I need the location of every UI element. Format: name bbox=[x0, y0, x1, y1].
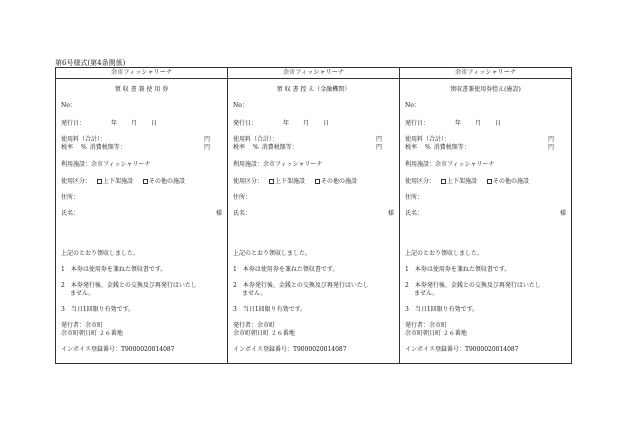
note-1: 1 本券は使用券を兼ねた領収書です。 bbox=[405, 266, 511, 273]
percent-label: % bbox=[425, 144, 431, 151]
address-label: 住所： bbox=[233, 194, 252, 201]
issuer-address: 余市町朝日町 ２６番地 bbox=[61, 330, 123, 337]
yen-label: 円 bbox=[203, 136, 210, 143]
number-label: No： bbox=[405, 102, 420, 109]
received-statement: 上記のとおり領収しました。 bbox=[233, 250, 312, 257]
option-other-facility: その他の施設 bbox=[149, 178, 186, 185]
note-1: 1 本券は使用券を兼ねた領収書です。 bbox=[61, 266, 167, 273]
invoice-number: インボイス登録番号：T9000020014087 bbox=[233, 346, 347, 353]
receipt-title: 領 収 書 兼 使 用 券 bbox=[114, 86, 169, 93]
column-header: 余市フィッシャリーナ bbox=[56, 68, 227, 79]
yen-label: 円 bbox=[375, 136, 382, 143]
yen-label: 円 bbox=[547, 144, 554, 151]
note-2-cont: ません。 bbox=[414, 290, 439, 297]
issuer-label: 発行者：余市町 bbox=[233, 322, 276, 329]
option-lift-facility: 上下架施設 bbox=[275, 178, 306, 185]
fee-row bbox=[405, 136, 566, 144]
tax-rate-label: 税率 bbox=[61, 144, 74, 151]
honorific-label: 様 bbox=[215, 210, 222, 217]
receipt-form bbox=[55, 67, 572, 364]
category-row bbox=[405, 178, 566, 186]
received-statement: 上記のとおり領収しました。 bbox=[61, 250, 140, 257]
issuer-address: 余市町朝日町 ２６番地 bbox=[233, 330, 295, 337]
day-label: 日 bbox=[151, 120, 158, 127]
note-2-cont: ません。 bbox=[242, 290, 267, 297]
name-label: 氏名： bbox=[233, 210, 252, 217]
day-label: 日 bbox=[323, 120, 330, 127]
checkbox-icon[interactable] bbox=[315, 179, 320, 184]
receipt-column-customer bbox=[56, 68, 228, 363]
receipt-column-bank bbox=[228, 68, 400, 363]
option-lift-facility: 上下架施設 bbox=[447, 178, 478, 185]
issuer-label: 発行者：余市町 bbox=[405, 322, 448, 329]
checkbox-icon[interactable] bbox=[487, 179, 492, 184]
year-label: 年 bbox=[455, 120, 462, 127]
tax-amount-label: 消費税額等： bbox=[433, 144, 470, 151]
address-label: 住所： bbox=[61, 194, 80, 201]
percent-label: % bbox=[81, 144, 87, 151]
checkbox-icon[interactable] bbox=[143, 179, 148, 184]
option-other-facility: その他の施設 bbox=[493, 178, 530, 185]
issue-date-label: 発行日： bbox=[233, 120, 258, 127]
receipt-column-facility bbox=[400, 68, 571, 363]
tax-rate-label: 税率 bbox=[233, 144, 246, 151]
name-row bbox=[405, 210, 566, 218]
name-label: 氏名： bbox=[405, 210, 424, 217]
tax-row bbox=[233, 144, 394, 152]
note-3: 3 当日1回限り有効です。 bbox=[233, 306, 307, 313]
tax-amount-label: 消費税額等： bbox=[89, 144, 126, 151]
number-label: No： bbox=[61, 102, 76, 109]
receipt-title: 領 収 書 控 え（金融機関） bbox=[276, 86, 351, 93]
honorific-label: 様 bbox=[559, 210, 566, 217]
note-2: 2 本券発行後、金銭との交換及び再発行はいたし bbox=[233, 282, 369, 289]
yen-label: 円 bbox=[375, 144, 382, 151]
fee-label: 使用料（合計）： bbox=[405, 136, 451, 143]
category-label: 使用区分： bbox=[233, 178, 264, 185]
name-label: 氏名： bbox=[61, 210, 80, 217]
invoice-number: インボイス登録番号：T9000020014087 bbox=[405, 346, 519, 353]
issue-date-row bbox=[61, 120, 222, 128]
category-row bbox=[233, 178, 394, 186]
note-1: 1 本券は使用券を兼ねた領収書です。 bbox=[233, 266, 339, 273]
receipt-title: 領収書兼使用券控え(施設) bbox=[450, 86, 521, 93]
number-label: No： bbox=[233, 102, 248, 109]
received-statement: 上記のとおり領収しました。 bbox=[405, 250, 484, 257]
year-label: 年 bbox=[283, 120, 290, 127]
month-label: 月 bbox=[303, 120, 310, 127]
issue-date-row bbox=[405, 120, 566, 128]
month-label: 月 bbox=[131, 120, 138, 127]
facility-label: 利用施設：余市フィッシャリーナ bbox=[233, 161, 323, 168]
year-label: 年 bbox=[111, 120, 118, 127]
issue-date-label: 発行日： bbox=[61, 120, 86, 127]
name-row bbox=[61, 210, 222, 218]
issuer-address: 余市町朝日町 ２６番地 bbox=[405, 330, 467, 337]
facility-label: 利用施設：余市フィッシャリーナ bbox=[405, 161, 495, 168]
issue-date-label: 発行日： bbox=[405, 120, 430, 127]
column-header: 余市フィッシャリーナ bbox=[228, 68, 399, 79]
tax-row bbox=[61, 144, 222, 152]
checkbox-icon[interactable] bbox=[269, 179, 274, 184]
tax-row bbox=[405, 144, 566, 152]
note-3: 3 当日1回限り有効です。 bbox=[61, 306, 135, 313]
name-row bbox=[233, 210, 394, 218]
note-2: 2 本券発行後、金銭との交換及び再発行はいたし bbox=[61, 282, 197, 289]
issue-date-row bbox=[233, 120, 394, 128]
note-2-cont: ません。 bbox=[70, 290, 95, 297]
invoice-number: インボイス登録番号：T9000020014087 bbox=[61, 346, 175, 353]
yen-label: 円 bbox=[547, 136, 554, 143]
honorific-label: 様 bbox=[387, 210, 394, 217]
document-title: 第6号様式(第4条関係) bbox=[55, 59, 126, 67]
facility-label: 利用施設：余市フィッシャリーナ bbox=[61, 161, 151, 168]
checkbox-icon[interactable] bbox=[441, 179, 446, 184]
category-label: 使用区分： bbox=[61, 178, 92, 185]
category-row bbox=[61, 178, 222, 186]
column-header: 余市フィッシャリーナ bbox=[400, 68, 571, 79]
month-label: 月 bbox=[475, 120, 482, 127]
day-label: 日 bbox=[495, 120, 502, 127]
note-3: 3 当日1回限り有効です。 bbox=[405, 306, 479, 313]
tax-amount-label: 消費税額等： bbox=[261, 144, 298, 151]
percent-label: % bbox=[253, 144, 259, 151]
issuer-label: 発行者：余市町 bbox=[61, 322, 104, 329]
fee-label: 使用料（合計）： bbox=[61, 136, 107, 143]
fee-row bbox=[61, 136, 222, 144]
yen-label: 円 bbox=[203, 144, 210, 151]
tax-rate-label: 税率 bbox=[405, 144, 418, 151]
fee-row bbox=[233, 136, 394, 144]
fee-label: 使用料（合計）： bbox=[233, 136, 279, 143]
note-2: 2 本券発行後、金銭との交換及び再発行はいたし bbox=[405, 282, 541, 289]
category-label: 使用区分： bbox=[405, 178, 436, 185]
checkbox-icon[interactable] bbox=[97, 179, 102, 184]
option-lift-facility: 上下架施設 bbox=[103, 178, 134, 185]
address-label: 住所： bbox=[405, 194, 424, 201]
option-other-facility: その他の施設 bbox=[321, 178, 358, 185]
